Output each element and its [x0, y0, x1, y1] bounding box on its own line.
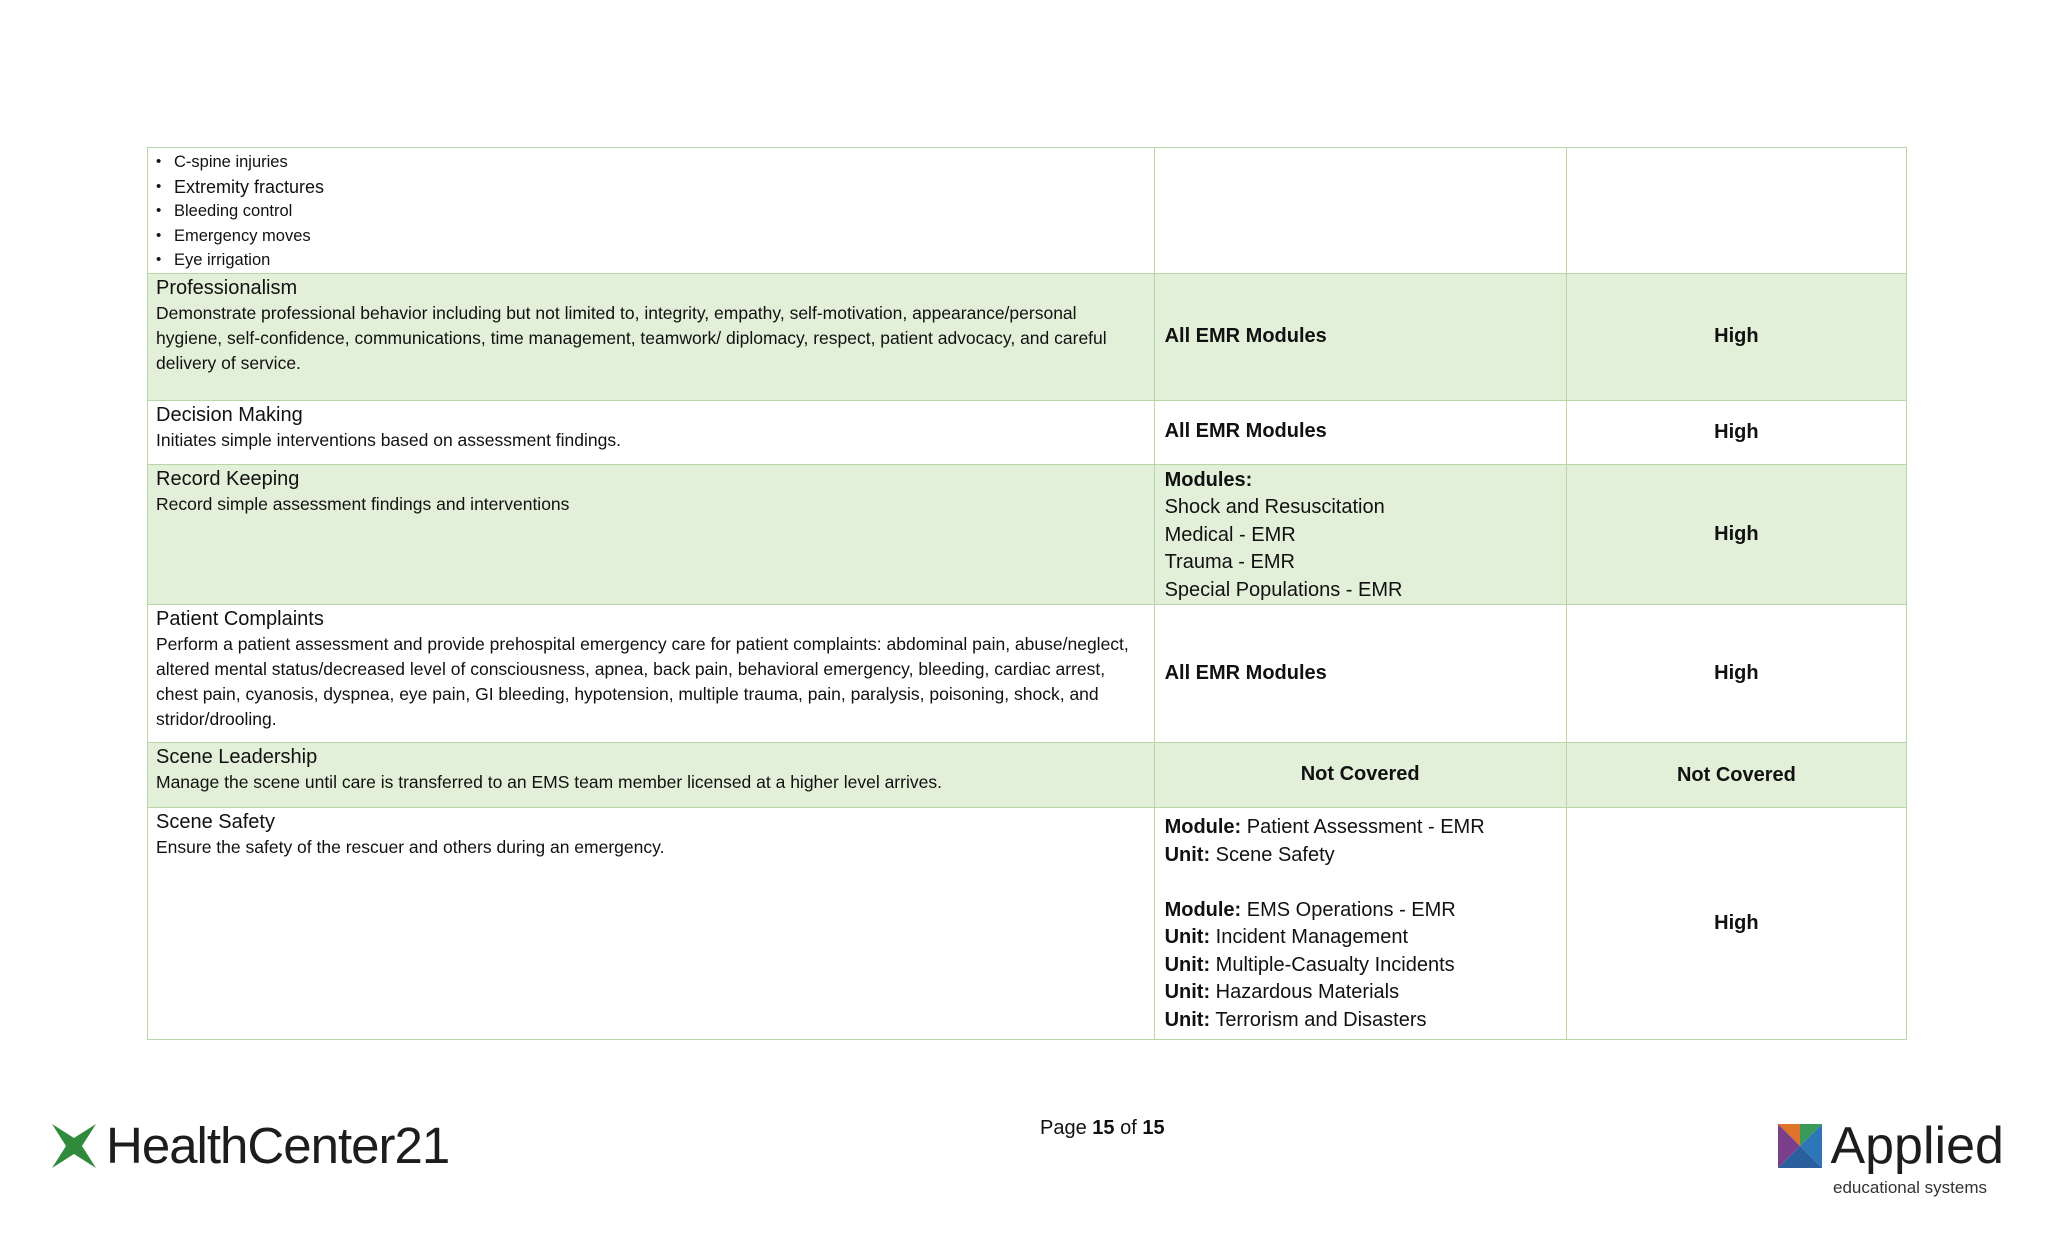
competency-description: Record simple assessment findings and interventions [156, 493, 570, 514]
level-text: High [1714, 522, 1759, 545]
competency-table [147, 147, 1907, 1040]
list-item: • C-spine injuries [174, 150, 1154, 175]
modules-text: Not Covered [1300, 763, 1420, 786]
unit-line [1165, 924, 1556, 952]
level-cell [1566, 605, 1906, 743]
competency-description: Perform a patient assessment and provide prehospital emergency care for patient complaints: abdominal pain, abuse/neglect, altered mental status/decreased level of consciousness, apnea, back pain, behavioral emergency, bleeding, cardiac arrest, chest pain, cyanosis, dyspnea, eye pain, GI bleeding, hypotension, multiple trauma, pain, paralysis, poisoning, shock, and stridor/drooling. [156, 634, 1129, 729]
table-row [148, 273, 1907, 400]
competency-cell [148, 808, 1155, 1040]
healthcenter21-logo [52, 1116, 449, 1175]
unit-name: Multiple-Casualty Incidents [1215, 953, 1455, 976]
unit-name: Terrorism and Disasters [1215, 1008, 1427, 1031]
competency-title: Decision Making [156, 403, 303, 426]
unit-name: Hazardous Materials [1215, 981, 1400, 1003]
module-label: Module: [1164, 898, 1242, 921]
module-line [1165, 814, 1556, 842]
competency-title: Patient Complaints [156, 608, 324, 630]
competency-cell [148, 464, 1155, 605]
page-number [1040, 1117, 1165, 1140]
competency-cell [148, 743, 1155, 808]
level-cell [1566, 743, 1906, 808]
competency-cell [148, 605, 1155, 743]
applied-logo [1778, 1116, 2004, 1197]
page-total: 15 [1142, 1117, 1165, 1139]
list-item: • Extremity fractures [174, 175, 1154, 200]
level-cell [1566, 400, 1906, 464]
unit-label: Unit: [1164, 926, 1211, 948]
modules-cell [1154, 400, 1566, 464]
unit-name: Scene Safety [1215, 843, 1335, 866]
unit-line [1165, 1007, 1556, 1035]
module-item: Medical - EMR [1164, 523, 1296, 546]
modules-cell [1154, 808, 1566, 1040]
healthcenter21-logo-mark-icon [52, 1124, 96, 1168]
unit-label: Unit: [1164, 953, 1211, 976]
page-of: of [1120, 1117, 1137, 1139]
modules-cell [1154, 273, 1566, 400]
competency-title: Scene Leadership [156, 746, 318, 768]
unit-line [1165, 979, 1556, 1007]
modules-cell [1154, 605, 1566, 743]
module-item: Special Populations - EMR [1164, 578, 1403, 601]
competency-description: Ensure the safety of the rescuer and others during an emergency. [156, 837, 665, 857]
unit-label: Unit: [1164, 1008, 1211, 1031]
modules-text: All EMR Modules [1164, 661, 1327, 684]
unit-line [1165, 842, 1556, 870]
table-row [148, 808, 1907, 1040]
module-line [1165, 897, 1556, 925]
list-item: • Bleeding control [174, 199, 1154, 224]
modules-cell [1154, 743, 1566, 808]
modules-heading: Modules: [1164, 468, 1253, 491]
applied-logo-text: Applied [1830, 1117, 2004, 1175]
unit-label: Unit: [1164, 843, 1211, 866]
competency-description: Manage the scene until care is transferred to an EMS team member licensed at a higher level arrives. [156, 772, 942, 792]
unit-name: Incident Management [1215, 926, 1409, 948]
page-current: 15 [1092, 1117, 1115, 1139]
table-row [148, 605, 1907, 743]
level-text: Not Covered [1676, 763, 1796, 786]
level-cell [1566, 148, 1906, 274]
module-label: Module: [1164, 816, 1242, 838]
modules-text: All EMR Modules [1164, 420, 1327, 443]
level-text: High [1714, 912, 1759, 934]
level-cell [1566, 273, 1906, 400]
table-row [148, 743, 1907, 808]
module-name: Patient Assessment - EMR [1246, 816, 1485, 838]
modules-cell [1154, 148, 1566, 274]
competency-cell [148, 273, 1155, 400]
competency-cell [148, 148, 1155, 274]
table-row [148, 464, 1907, 605]
table-row [148, 148, 1907, 274]
page-prefix: Page [1040, 1117, 1087, 1139]
competency-title: Scene Safety [156, 811, 275, 833]
module-item: Trauma - EMR [1164, 551, 1295, 573]
list-item: • Emergency moves [174, 224, 1154, 249]
module-item: Shock and Resuscitation [1164, 496, 1385, 518]
module-name: EMS Operations - EMR [1246, 898, 1456, 921]
level-text: High [1714, 325, 1759, 347]
modules-cell [1154, 464, 1566, 605]
table-row [148, 400, 1907, 464]
level-cell [1566, 808, 1906, 1040]
level-text: High [1714, 420, 1759, 443]
list-item: • Eye irrigation [174, 248, 1154, 273]
applied-logo-subtext: educational systems [1833, 1178, 1988, 1197]
bullet-list [148, 148, 1154, 273]
level-text: High [1714, 662, 1759, 684]
competency-title: Record Keeping [156, 467, 300, 490]
modules-text: All EMR Modules [1164, 324, 1327, 347]
applied-logo-mark-icon [1778, 1124, 1822, 1168]
healthcenter21-logo-text: HealthCenter21 [106, 1117, 450, 1174]
competency-description: Demonstrate professional behavior including but not limited to, integrity, empathy, self-motivation, appearance/personal hygiene, self-confidence, communications, time management, teamwork/ diplomacy, respect, patient advocacy, and careful delivery of service. [156, 302, 1107, 373]
unit-label: Unit: [1164, 981, 1211, 1003]
unit-line [1165, 952, 1556, 980]
competency-cell [148, 400, 1155, 464]
competency-title: Professionalism [156, 276, 298, 299]
level-cell [1566, 464, 1906, 605]
competency-description: Initiates simple interventions based on assessment findings. [156, 429, 621, 450]
